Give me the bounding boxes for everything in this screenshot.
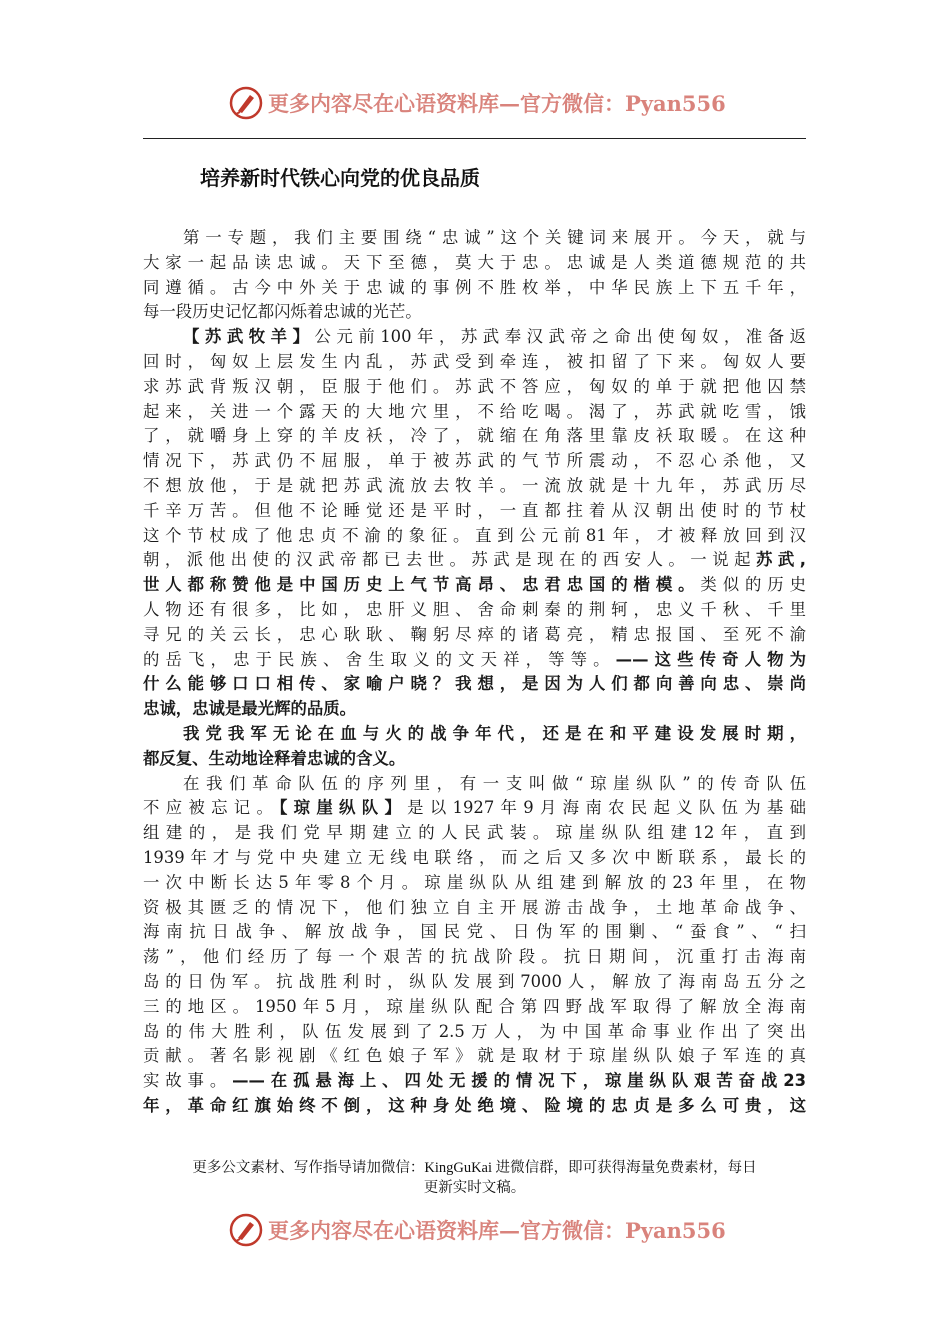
paragraph-line: 一次中断长达5年零8个月。琼崖纵队从组建到解放的23年里，在物 <box>143 872 806 892</box>
banner-text: 更多内容尽在心语资料库—官方微信：Pyan556 <box>268 1218 726 1243</box>
header-banner <box>228 83 748 123</box>
footer-note <box>143 1158 806 1198</box>
paragraph-line <box>143 648 806 673</box>
bold-span: 世人都称赞他是中国历史上气节高昂、忠君忠国的楷模。 <box>143 575 701 595</box>
paragraph-line: 都反复、生动地诠释着忠诚的含义。 <box>143 748 406 768</box>
bold-span: ——这些传奇人物为 <box>615 649 806 669</box>
writing-hand-logo-icon <box>228 85 264 121</box>
paragraph-line: 我党我军无论在血与火的战争年代，还是在和平建设发展时期， <box>183 723 806 743</box>
paragraph-line: 组建的，是我们党早期建立的人民武装。琼崖纵队组建12年，直到 <box>143 823 806 843</box>
paragraph-line: 荡”，他们经历了每一个艰苦的抗战阶段。抗日期间，沉重打击海南 <box>143 947 806 967</box>
text-span: 公元前100年，苏武奉汉武帝之命出使匈奴，准备返 <box>314 327 806 347</box>
section-tag: 【琼崖纵队】 <box>279 798 408 818</box>
paragraph-line: 资极其匮乏的情况下，他们独立自主开展游击战争，土地革命战争、 <box>143 897 806 917</box>
paragraph-line: 年，革命红旗始终不倒，这种身处绝境、险境的忠贞是多么可贵，这 <box>143 1095 806 1115</box>
paragraph-line: 回时，匈奴上层发生内乱，苏武受到牵连，被扣留了下来。匈奴人要 <box>143 351 806 371</box>
footer-line: 更多公文素材、写作指导请加微信：KingGuKai 进微信群，即可获得海量免费素材，每日 <box>192 1160 757 1176</box>
paragraph-line: 忠诚，忠诚是最光辉的品质。 <box>143 699 357 719</box>
bold-span: 苏武, <box>755 550 806 570</box>
section-tag: 【苏武牧羊】 <box>183 327 315 347</box>
paragraph-line: 不想放他，于是就把苏武流放去牧羊。一流放就是十九年，苏武历尽 <box>143 475 806 495</box>
paragraph-line: 同遵循。古今中外关于忠诚的事例不胜枚举，中华民族上下五千年， <box>143 277 806 297</box>
paragraph-line <box>143 1069 806 1094</box>
paragraph-line <box>143 573 806 598</box>
text-span: 的岳飞，忠于民族、舍生取义的文天祥，等等。 <box>143 649 616 669</box>
paragraph-line: 人物还有很多，比如，忠肝义胆、舍命刺秦的荆轲，忠义千秋、千里 <box>143 599 806 619</box>
writing-hand-logo-icon <box>228 1212 264 1248</box>
paragraph-line: 情况下，苏武仍不屈服，单于被苏武的气节所震动，不忍心杀他，又 <box>143 451 806 471</box>
paragraph-line: 寻兄的关云长，忠心耿耿、鞠躬尽瘁的诸葛亮，精忠报国、至死不渝 <box>143 624 806 644</box>
header-divider <box>143 138 806 139</box>
paragraph-line: 什么能够口口相传、家喻户晓？我想，是因为人们都向善向忠、崇尚 <box>143 674 806 694</box>
paragraph-line: 大家一起品读忠诚。天下至德，莫大于忠。忠诚是人类道德规范的共 <box>143 252 806 272</box>
document-title: 培养新时代铁心向党的优良品质 <box>200 166 480 190</box>
paragraph-line: 了，就嚼身上穿的羊皮袄，冷了，就缩在角落里靠皮袄取暖。在这种 <box>143 426 806 446</box>
bold-span: ——在孤悬海上、四处无援的情况下，琼崖纵队艰苦奋战23 <box>232 1071 806 1091</box>
paragraph-line: 每一段历史记忆都闪烁着忠诚的光芒。 <box>143 302 422 322</box>
paragraph-line <box>143 548 806 573</box>
paragraph-line: 这个节杖成了他忠贞不渝的象征。直到公元前81年，才被释放回到汉 <box>143 525 806 545</box>
footer-banner <box>228 1210 748 1250</box>
footer-line: 更新实时文稿。 <box>423 1180 526 1196</box>
banner-text: 更多内容尽在心语资料库—官方微信：Pyan556 <box>268 91 726 116</box>
text-span: 实故事。 <box>143 1071 233 1091</box>
paragraph-line: 岛的伟大胜利，队伍发展到了2.5万人，为中国革命事业作出了突出 <box>143 1021 806 1041</box>
paragraph-line: 在我们革命队伍的序列里，有一支叫做“琼崖纵队”的传奇队伍 <box>183 773 806 793</box>
paragraph-line <box>143 325 806 350</box>
document-body <box>143 226 806 1119</box>
paragraph-line <box>143 796 806 821</box>
paragraph-line: 千辛万苦。但他不论睡觉还是平时，一直都拄着从汉朝出使时的节杖 <box>143 500 806 520</box>
paragraph-line: 第一专题，我们主要围绕“忠诚”这个关键词来展开。今天，就与 <box>183 228 806 247</box>
text-span: 是以1927年9月海南农民起义队伍为基础 <box>407 798 806 818</box>
paragraph-line: 三的地区。1950年5月，琼崖纵队配合第四野战军取得了解放全海南 <box>143 996 806 1016</box>
paragraph-line: 求苏武背叛汉朝，臣服于他们。苏武不答应，匈奴的单于就把他囚禁 <box>143 376 806 396</box>
text-span: 不应被忘记。 <box>143 798 280 818</box>
paragraph-line: 1939年才与党中央建立无线电联络，而之后又多次中断联系，最长的 <box>143 847 806 867</box>
text-span: 朝，派他出使的汉武帝都已去世。苏武是现在的西安人。一说起 <box>143 550 756 570</box>
paragraph-line: 海南抗日战争、解放战争，国民党、日伪军的围剿、“蚕食”、“扫 <box>143 922 806 942</box>
paragraph-line: 岛的日伪军。抗战胜利时，纵队发展到7000人，解放了海南岛五分之 <box>143 971 806 991</box>
paragraph-line: 贡献。著名影视剧《红色娘子军》就是取材于琼崖纵队娘子军连的真 <box>143 1046 806 1066</box>
paragraph-line: 起来，关进一个露天的大地穴里，不给吃喝。渴了，苏武就吃雪，饿 <box>143 401 806 421</box>
text-span: 类似的历史 <box>700 575 806 595</box>
